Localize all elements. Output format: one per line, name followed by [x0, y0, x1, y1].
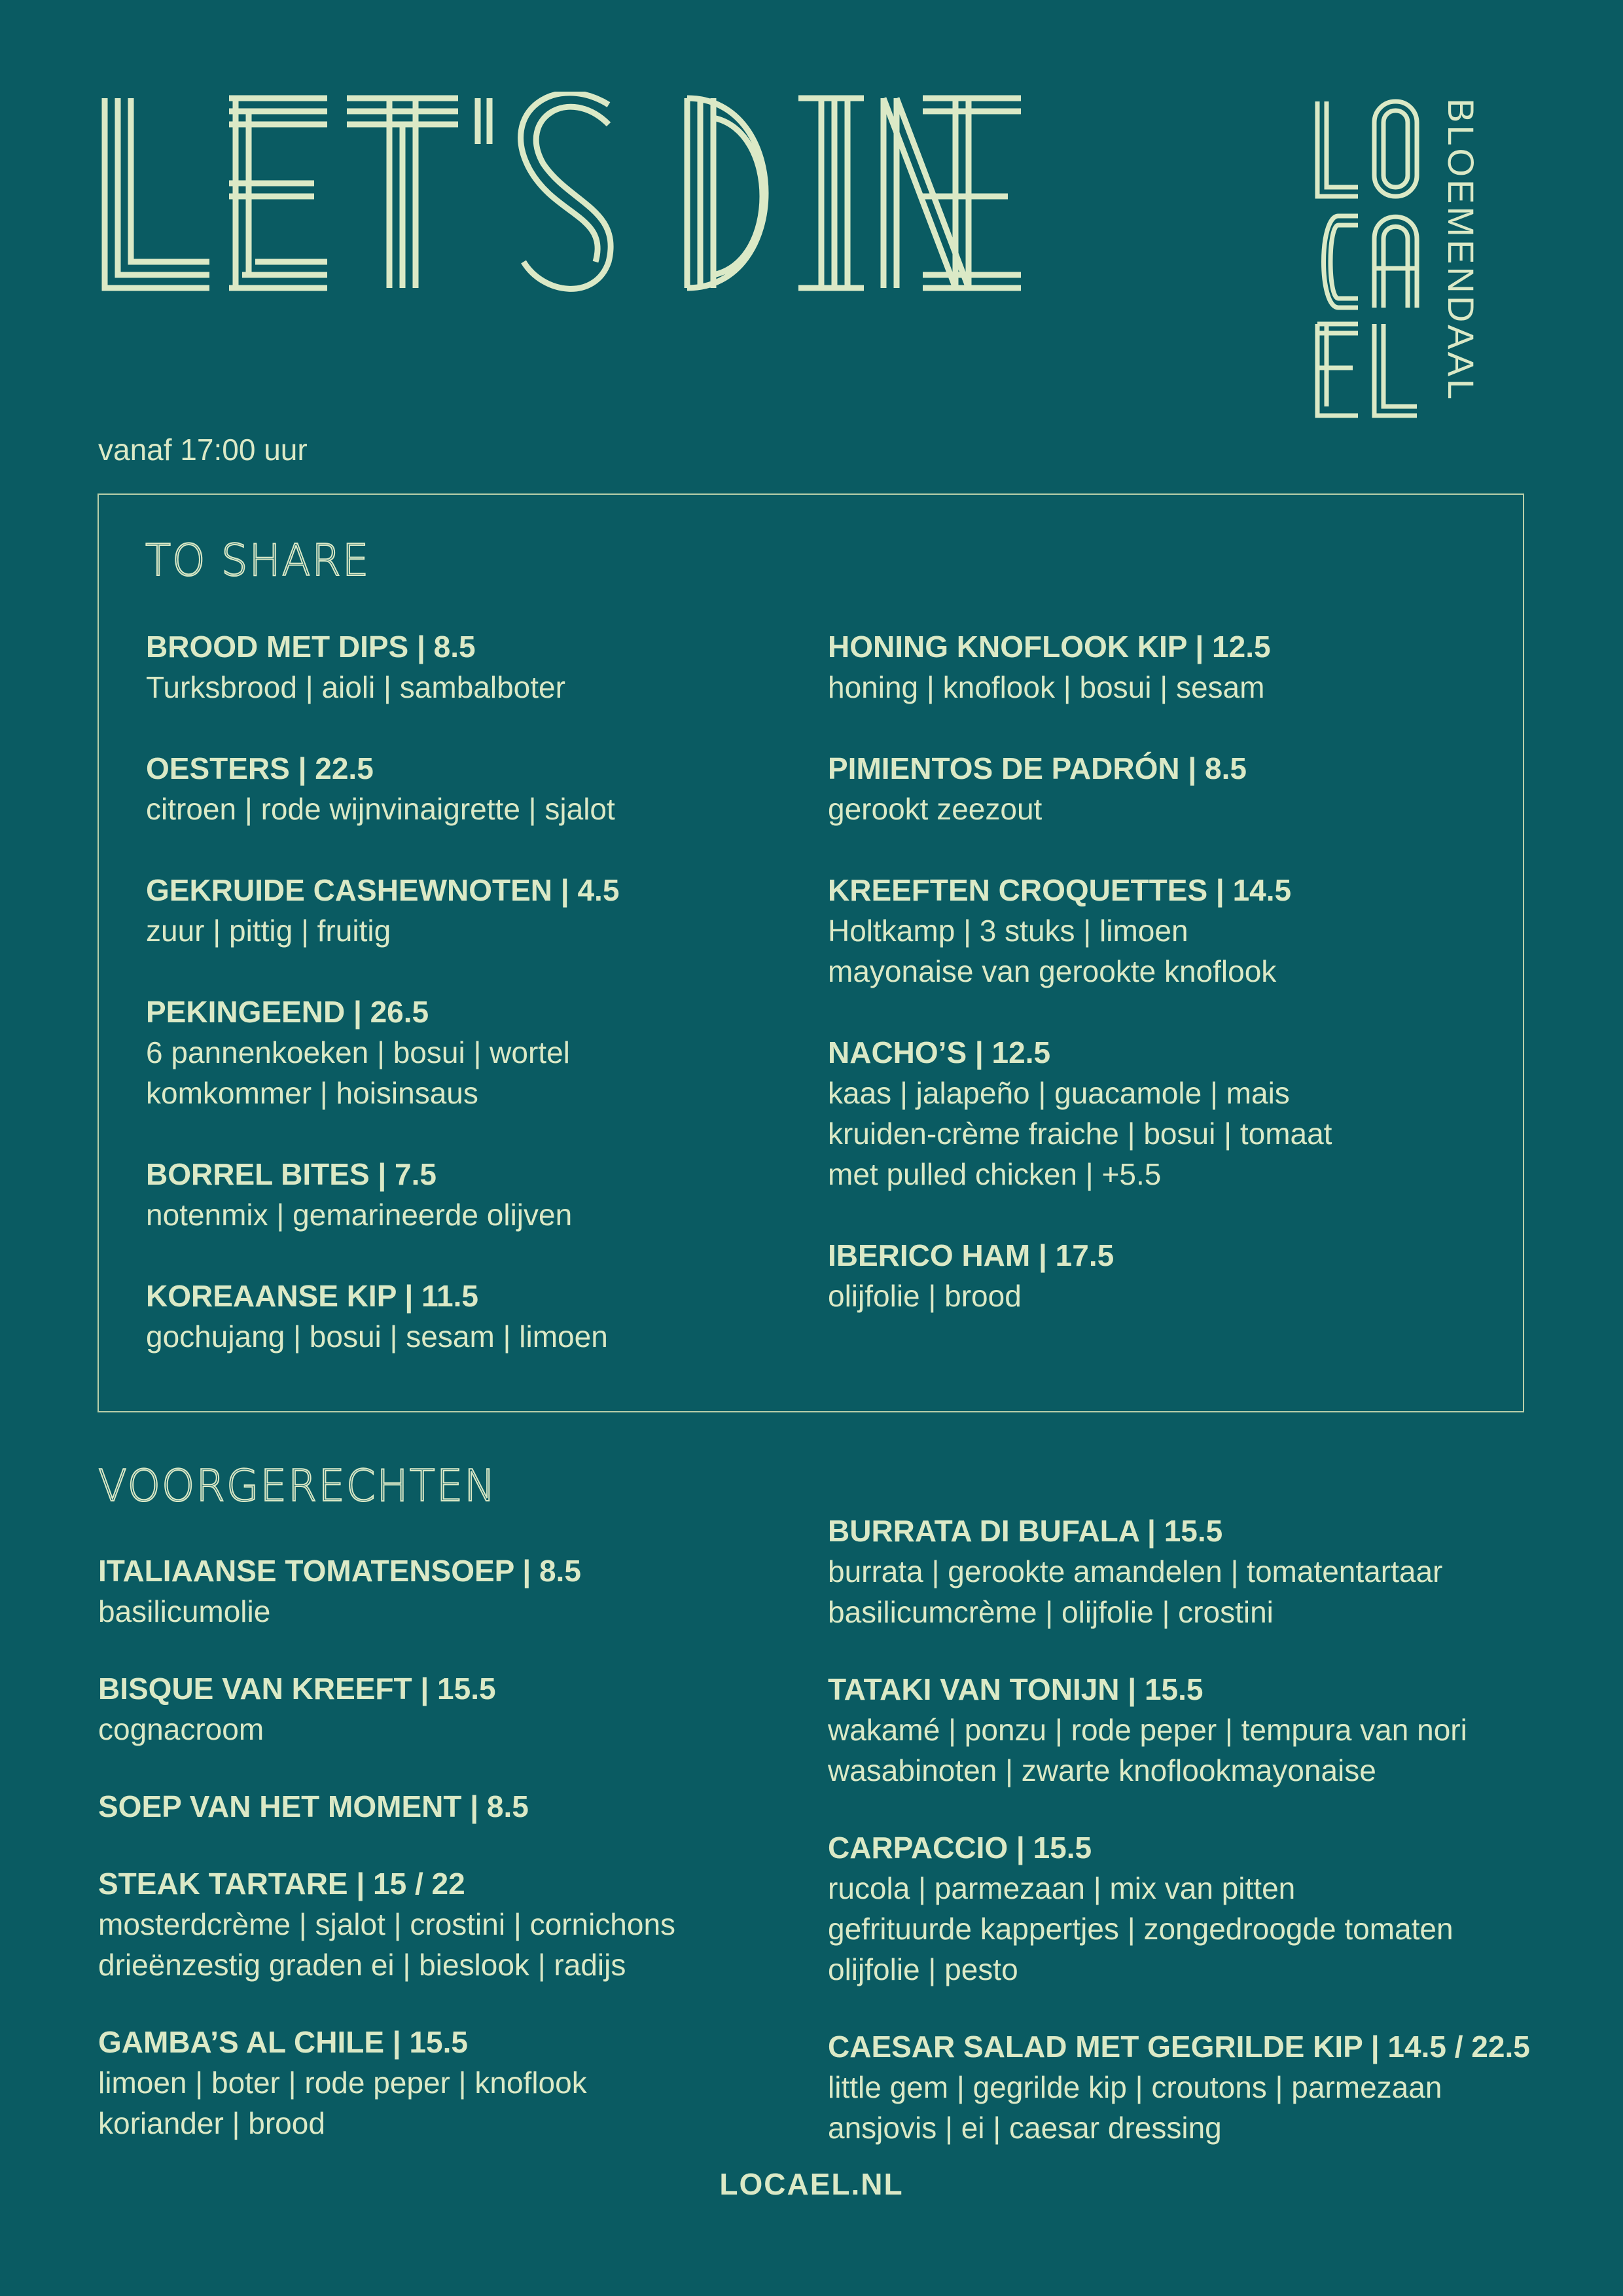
menu-item — [828, 748, 1332, 829]
menu-item — [146, 870, 619, 951]
menu-item-description: honing | knoflook | bosui | sesam — [828, 670, 1265, 704]
menu-item-description: little gem | gegrilde kip | croutons | parmezaan — [828, 2070, 1442, 2104]
menu-item-name: BORREL BITES | 7.5 — [146, 1157, 437, 1191]
menu-item-name: GEKRUIDE CASHEWNOTEN | 4.5 — [146, 873, 620, 907]
menu-item-name: BROOD MET DIPS | 8.5 — [146, 630, 476, 664]
menu-item-name: TATAKI VAN TONIJN | 15.5 — [828, 1672, 1204, 1706]
menu-item — [146, 626, 619, 708]
menu-item-description: rucola | parmezaan | mix van pitten — [828, 1871, 1296, 1905]
menu-item-description: kaas | jalapeño | guacamole | mais — [828, 1076, 1290, 1110]
menu-item — [98, 2022, 675, 2144]
menu-item-description: citroen | rode wijnvinaigrette | sjalot — [146, 792, 615, 826]
menu-item-name: OESTERS | 22.5 — [146, 751, 374, 785]
menu-item — [828, 1669, 1530, 1791]
menu-item-description: Holtkamp | 3 stuks | limoen — [828, 914, 1188, 948]
menu-item — [828, 1235, 1332, 1316]
menu-item-name: PIMIENTOS DE PADRÓN | 8.5 — [828, 751, 1247, 785]
menu-item-name: NACHO’S | 12.5 — [828, 1035, 1051, 1069]
menu-item — [828, 1032, 1332, 1194]
menu-item — [98, 1786, 675, 1827]
menu-item-description: olijfolie | pesto — [828, 1952, 1018, 1986]
menu-item-description: 6 pannenkoeken | bosui | wortel — [146, 1035, 570, 1069]
menu-item-description: gerookt zeezout — [828, 792, 1043, 826]
menu-item-name: CARPACCIO | 15.5 — [828, 1831, 1092, 1865]
menu-item-description: wasabinoten | zwarte knoflookmayonaise — [828, 1753, 1376, 1787]
menu-item — [98, 1668, 675, 1749]
menu-item-description: drieënzestig graden ei | bieslook | radijs — [98, 1948, 626, 1982]
menu-item-description: met pulled chicken | +5.5 — [828, 1157, 1162, 1191]
menu-item — [146, 1154, 619, 1235]
menu-item-description: wakamé | ponzu | rode peper | tempura van nori — [828, 1713, 1467, 1747]
menu-item — [146, 992, 619, 1113]
menu-item-name: KOREAANSE KIP | 11.5 — [146, 1279, 478, 1313]
menu-item — [828, 2026, 1530, 2148]
starters-left-column — [98, 1551, 675, 2180]
menu-item-description: koriander | brood — [98, 2106, 325, 2140]
share-left-column — [146, 626, 619, 1397]
menu-item-name: CAESAR SALAD MET GEGRILDE KIP | 14.5 / 22.5 — [828, 2030, 1530, 2064]
menu-item-name: IBERICO HAM | 17.5 — [828, 1238, 1115, 1272]
menu-item — [98, 1863, 675, 1985]
menu-item — [146, 748, 619, 829]
city-label: BLOEMENDAAL — [1440, 98, 1482, 403]
menu-item — [98, 1551, 675, 1632]
website-url: LOCAEL.NL — [719, 2167, 904, 2201]
menu-item-name: STEAK TARTARE | 15 / 22 — [98, 1867, 465, 1901]
menu-item-name: GAMBA’S AL CHILE | 15.5 — [98, 2025, 468, 2059]
section-title-starters: VOORGERECHTEN — [98, 1461, 497, 1512]
menu-item-name: ITALIAANSE TOMATENSOEP | 8.5 — [98, 1554, 581, 1588]
menu-item-description: burrata | gerookte amandelen | tomatentartaar — [828, 1554, 1443, 1588]
menu-item-name: HONING KNOFLOOK KIP | 12.5 — [828, 630, 1271, 664]
starters-right-column — [828, 1511, 1530, 2185]
menu-item-description: basilicumcrème | olijfolie | crostini — [828, 1595, 1274, 1629]
menu-item-description: gochujang | bosui | sesam | limoen — [146, 1319, 608, 1354]
menu-item-description: zuur | pittig | fruitig — [146, 914, 391, 948]
menu-item-description: cognacroom — [98, 1712, 264, 1746]
menu-item-name: BISQUE VAN KREEFT | 15.5 — [98, 1672, 496, 1706]
page-title-lettering — [98, 92, 1027, 301]
menu-item-description: notenmix | gemarineerde olijven — [146, 1198, 573, 1232]
menu-item — [828, 1827, 1530, 1990]
menu-item — [828, 870, 1332, 992]
menu-item — [828, 626, 1332, 708]
menu-item-description: gefrituurde kappertjes | zongedroogde tomaten — [828, 1912, 1454, 1946]
opening-hours: vanaf 17:00 uur — [98, 433, 308, 467]
menu-item-description: kruiden-crème fraiche | bosui | tomaat — [828, 1117, 1332, 1151]
menu-item-name: SOEP VAN HET MOMENT | 8.5 — [98, 1789, 529, 1823]
menu-item-description: ansjovis | ei | caesar dressing — [828, 2111, 1222, 2145]
menu-item-description: mayonaise van gerookte knoflook — [828, 954, 1277, 988]
menu-item-description: mosterdcrème | sjalot | crostini | cornichons — [98, 1907, 676, 1941]
locael-logo — [1312, 98, 1423, 419]
menu-item-description: komkommer | hoisinsaus — [146, 1076, 478, 1110]
share-right-column — [828, 626, 1332, 1357]
menu-item-description: Turksbrood | aioli | sambalboter — [146, 670, 565, 704]
menu-item-description: limoen | boter | rode peper | knoflook — [98, 2066, 587, 2100]
menu-item-description: olijfolie | brood — [828, 1279, 1022, 1313]
menu-item-name: PEKINGEEND | 26.5 — [146, 995, 429, 1029]
menu-item-description: basilicumolie — [98, 1594, 271, 1628]
section-title-to-share: TO SHARE — [145, 535, 370, 586]
menu-item — [828, 1511, 1530, 1632]
menu-item — [146, 1276, 619, 1357]
menu-item-name: KREEFTEN CROQUETTES | 14.5 — [828, 873, 1292, 907]
menu-item-name: BURRATA DI BUFALA | 15.5 — [828, 1514, 1223, 1548]
